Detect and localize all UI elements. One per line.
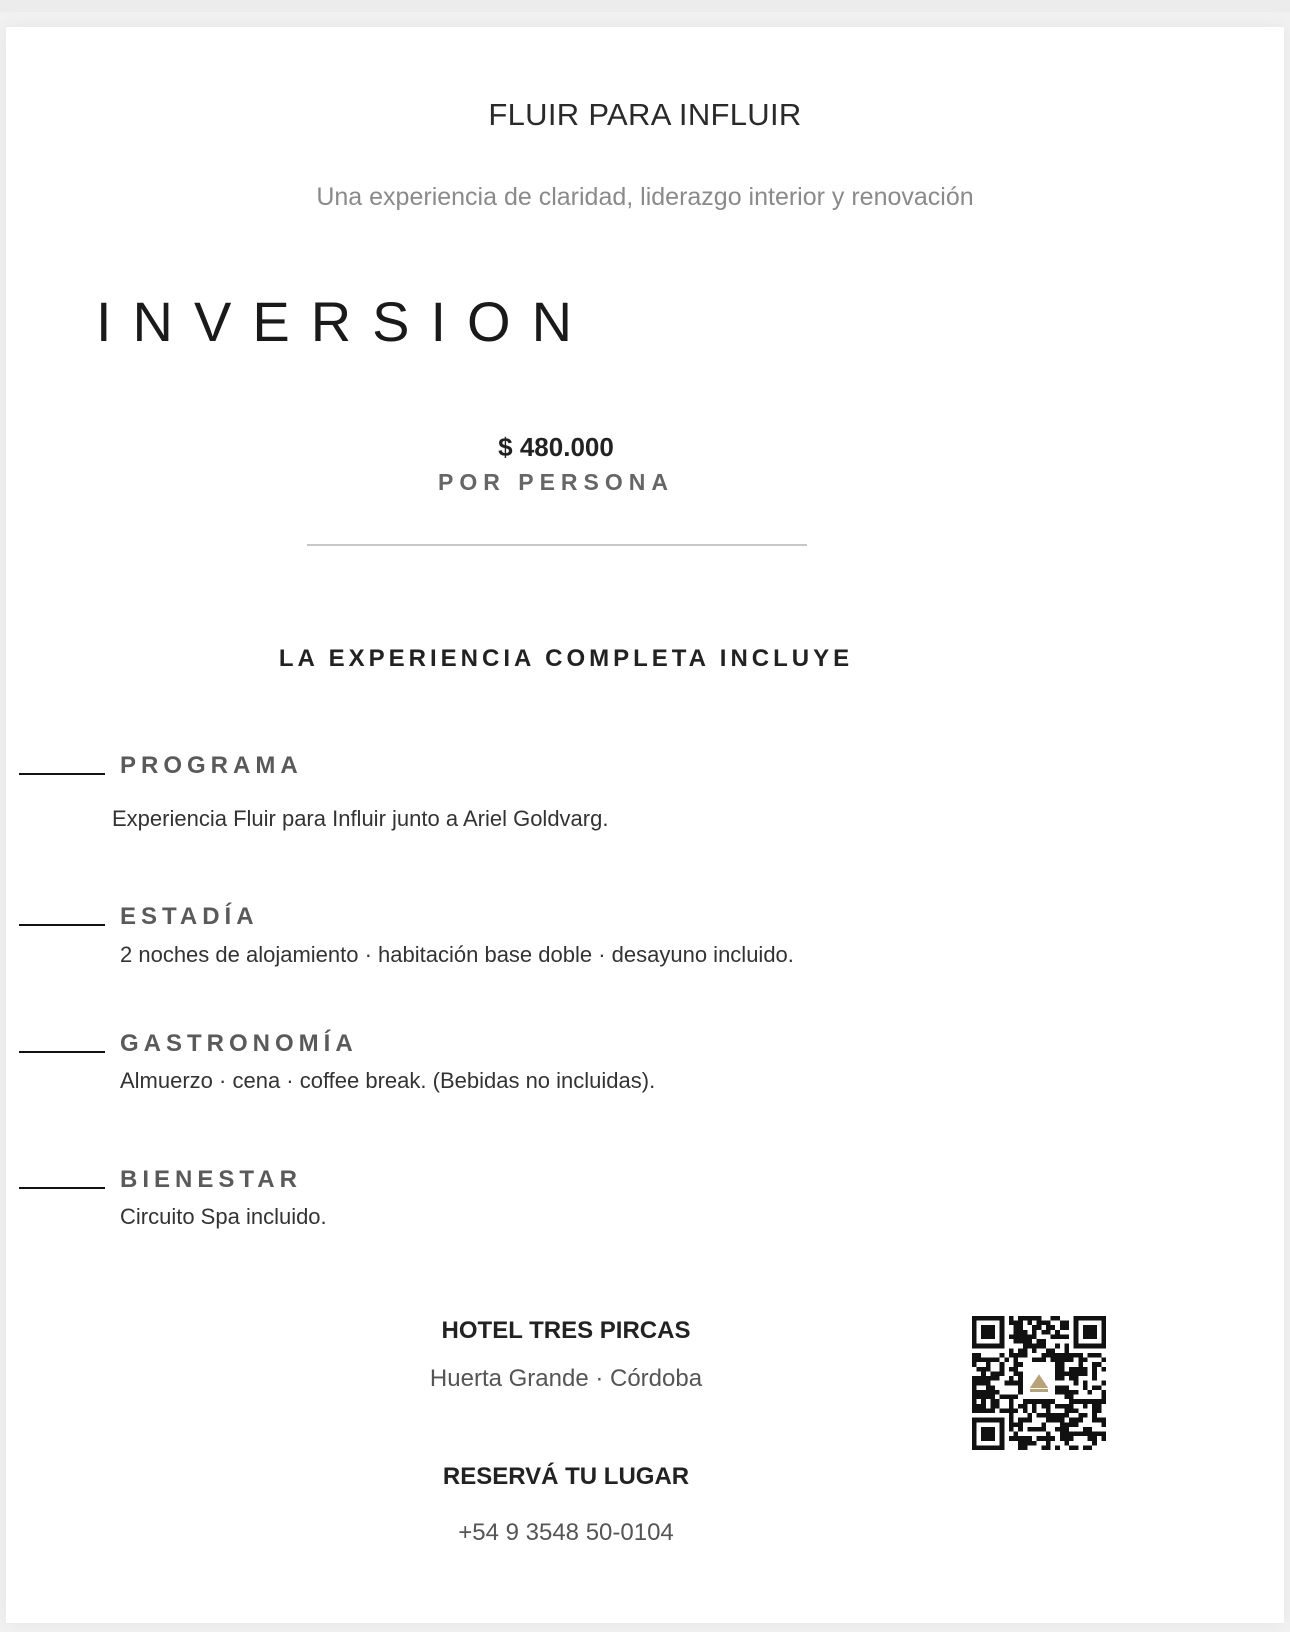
qr-code-icon[interactable] — [972, 1316, 1106, 1450]
price-per-person: POR PERSONA — [438, 469, 674, 495]
flyer-page — [6, 27, 1284, 1623]
section-title-estadia: ESTADÍA — [120, 903, 259, 930]
section-title-gastronomia: GASTRONOMÍA — [120, 1030, 358, 1057]
reserve-heading: RESERVÁ TU LUGAR — [442, 1463, 690, 1490]
investment-heading: INVERSION — [96, 290, 594, 353]
section-line — [19, 1187, 105, 1189]
section-line — [19, 924, 105, 926]
hotel-logo-icon — [1025, 1369, 1053, 1397]
section-title-bienestar: BIENESTAR — [120, 1166, 302, 1193]
section-line — [19, 773, 105, 775]
hotel-name: HOTEL TRES PIRCAS — [441, 1317, 691, 1344]
section-desc-bienestar: Circuito Spa incluido. — [120, 1204, 327, 1229]
section-title-programa: PROGRAMA — [120, 752, 303, 779]
price: $ 480.000 — [498, 432, 614, 462]
page-subtitle: Una experiencia de claridad, liderazgo interior y renovación — [316, 183, 974, 211]
includes-heading: LA EXPERIENCIA COMPLETA INCLUYE — [278, 645, 854, 672]
top-strip — [0, 0, 1290, 12]
section-desc-programa: Experiencia Fluir para Influir junto a Ariel Goldvarg. — [112, 806, 609, 831]
hotel-location: Huerta Grande · Córdoba — [429, 1365, 703, 1392]
divider — [307, 544, 807, 546]
page-title: FLUIR PARA INFLUIR — [488, 97, 802, 132]
section-line — [19, 1051, 105, 1053]
section-desc-gastronomia: Almuerzo · cena · coffee break. (Bebidas no incluidas). — [120, 1068, 656, 1093]
section-desc-estadia: 2 noches de alojamiento · habitación base doble · desayuno incluido. — [120, 942, 794, 967]
phone-number: +54 9 3548 50-0104 — [458, 1519, 674, 1546]
